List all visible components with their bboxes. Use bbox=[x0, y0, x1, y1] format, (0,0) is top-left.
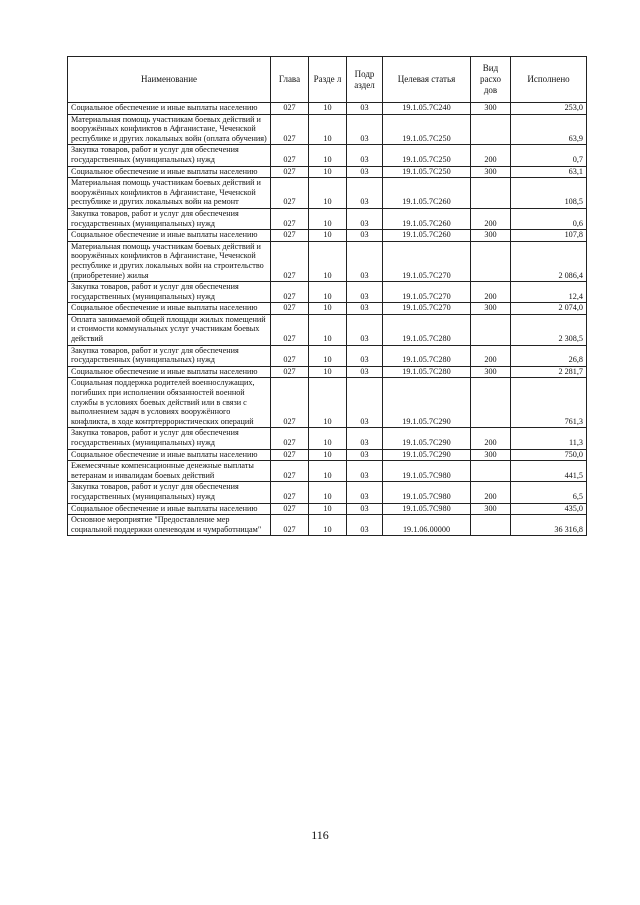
row-subsection: 03 bbox=[347, 103, 383, 115]
row-section: 10 bbox=[309, 145, 347, 166]
row-expense-type bbox=[471, 378, 511, 428]
row-subsection: 03 bbox=[347, 345, 383, 366]
row-executed: 36 316,8 bbox=[511, 515, 587, 536]
row-expense-type: 300 bbox=[471, 230, 511, 242]
row-section: 10 bbox=[309, 166, 347, 178]
row-name: Социальное обеспечение и иные выплаты населению bbox=[68, 366, 271, 378]
budget-table bbox=[67, 56, 587, 536]
row-expense-type bbox=[471, 241, 511, 281]
row-section: 10 bbox=[309, 515, 347, 536]
row-executed: 107,8 bbox=[511, 230, 587, 242]
row-target-article: 19.1.05.7С290 bbox=[383, 378, 471, 428]
row-chapter: 027 bbox=[271, 378, 309, 428]
row-expense-type: 300 bbox=[471, 449, 511, 461]
row-name: Материальная помощь участникам боевых действий и вооружённых конфликтов в Афганистане, Чеченской республике и других локальных войн на строительство (приобретение) жилья bbox=[68, 241, 271, 281]
row-subsection: 03 bbox=[347, 166, 383, 178]
row-chapter: 027 bbox=[271, 428, 309, 449]
row-target-article: 19.1.05.7С260 bbox=[383, 230, 471, 242]
row-section: 10 bbox=[309, 366, 347, 378]
row-target-article: 19.1.05.7С280 bbox=[383, 345, 471, 366]
table-body bbox=[68, 103, 587, 536]
row-target-article: 19.1.05.7С260 bbox=[383, 178, 471, 209]
header-executed: Исполнено bbox=[511, 57, 587, 103]
row-expense-type bbox=[471, 178, 511, 209]
row-name: Оплата занимаемой общей площади жилых помещений и стоимости коммунальных услуг участникам боевых действий bbox=[68, 314, 271, 345]
row-expense-type bbox=[471, 461, 511, 482]
table-row bbox=[68, 303, 587, 315]
table-row bbox=[68, 449, 587, 461]
row-subsection: 03 bbox=[347, 428, 383, 449]
row-name: Закупка товаров, работ и услуг для обеспечения государственных (муниципальных) нужд bbox=[68, 428, 271, 449]
row-name: Основное мероприятие "Предоставление мер социальной поддержки оленеводам и чумработницам" bbox=[68, 515, 271, 536]
row-section: 10 bbox=[309, 461, 347, 482]
row-name: Закупка товаров, работ и услуг для обеспечения государственных (муниципальных) нужд bbox=[68, 282, 271, 303]
table-row bbox=[68, 366, 587, 378]
row-chapter: 027 bbox=[271, 103, 309, 115]
row-subsection: 03 bbox=[347, 482, 383, 503]
row-section: 10 bbox=[309, 208, 347, 229]
row-subsection: 03 bbox=[347, 503, 383, 515]
row-name: Материальная помощь участникам боевых действий и вооружённых конфликтов в Афганистане, Чеченской республике и других локальных войн на ремонт bbox=[68, 178, 271, 209]
row-executed: 11,3 bbox=[511, 428, 587, 449]
header-target-article: Целевая статья bbox=[383, 57, 471, 103]
row-name: Социальное обеспечение и иные выплаты населению bbox=[68, 303, 271, 315]
header-name: Наименование bbox=[68, 57, 271, 103]
row-section: 10 bbox=[309, 314, 347, 345]
row-target-article: 19.1.05.7С270 bbox=[383, 303, 471, 315]
table-row bbox=[68, 230, 587, 242]
header-section: Разде л bbox=[309, 57, 347, 103]
row-executed: 441,5 bbox=[511, 461, 587, 482]
row-subsection: 03 bbox=[347, 208, 383, 229]
row-subsection: 03 bbox=[347, 241, 383, 281]
row-expense-type: 200 bbox=[471, 282, 511, 303]
row-chapter: 027 bbox=[271, 166, 309, 178]
row-executed: 0,6 bbox=[511, 208, 587, 229]
table-row bbox=[68, 345, 587, 366]
row-section: 10 bbox=[309, 230, 347, 242]
row-section: 10 bbox=[309, 178, 347, 209]
row-expense-type bbox=[471, 515, 511, 536]
row-target-article: 19.1.06.00000 bbox=[383, 515, 471, 536]
row-name: Социальное обеспечение и иные выплаты населению bbox=[68, 103, 271, 115]
row-executed: 0,7 bbox=[511, 145, 587, 166]
row-executed: 26,8 bbox=[511, 345, 587, 366]
row-name: Закупка товаров, работ и услуг для обеспечения государственных (муниципальных) нужд bbox=[68, 345, 271, 366]
row-chapter: 027 bbox=[271, 178, 309, 209]
table-row bbox=[68, 428, 587, 449]
row-executed: 750,0 bbox=[511, 449, 587, 461]
row-target-article: 19.1.05.7С280 bbox=[383, 366, 471, 378]
row-subsection: 03 bbox=[347, 366, 383, 378]
table-row bbox=[68, 461, 587, 482]
table-row bbox=[68, 103, 587, 115]
row-section: 10 bbox=[309, 282, 347, 303]
row-expense-type: 300 bbox=[471, 366, 511, 378]
row-expense-type: 200 bbox=[471, 145, 511, 166]
row-section: 10 bbox=[309, 428, 347, 449]
row-target-article: 19.1.05.7С240 bbox=[383, 103, 471, 115]
row-name: Закупка товаров, работ и услуг для обеспечения государственных (муниципальных) нужд bbox=[68, 208, 271, 229]
row-chapter: 027 bbox=[271, 303, 309, 315]
row-expense-type: 300 bbox=[471, 303, 511, 315]
row-name: Материальная помощь участникам боевых действий и вооружённых конфликтов в Афганистане, Чеченской республике и других локальных войн (оплата обучения) bbox=[68, 114, 271, 145]
row-name: Закупка товаров, работ и услуг для обеспечения государственных (муниципальных) нужд bbox=[68, 145, 271, 166]
row-executed: 435,0 bbox=[511, 503, 587, 515]
row-chapter: 027 bbox=[271, 241, 309, 281]
row-target-article: 19.1.05.7С290 bbox=[383, 428, 471, 449]
row-expense-type: 200 bbox=[471, 208, 511, 229]
row-target-article: 19.1.05.7С290 bbox=[383, 449, 471, 461]
row-chapter: 027 bbox=[271, 366, 309, 378]
row-section: 10 bbox=[309, 503, 347, 515]
table-row bbox=[68, 282, 587, 303]
row-target-article: 19.1.05.7С980 bbox=[383, 482, 471, 503]
row-executed: 108,5 bbox=[511, 178, 587, 209]
row-chapter: 027 bbox=[271, 503, 309, 515]
row-subsection: 03 bbox=[347, 515, 383, 536]
row-expense-type bbox=[471, 314, 511, 345]
table-row bbox=[68, 241, 587, 281]
row-subsection: 03 bbox=[347, 230, 383, 242]
row-name: Социальная поддержка родителей военнослужащих, погибших при исполнении обязанностей военной службы в условиях боевых действий или в связи с выполнением задач в условиях вооружённого конфликта, в ходе контртеррористических операций bbox=[68, 378, 271, 428]
row-target-article: 19.1.05.7С270 bbox=[383, 282, 471, 303]
table-row bbox=[68, 515, 587, 536]
row-chapter: 027 bbox=[271, 114, 309, 145]
row-chapter: 027 bbox=[271, 515, 309, 536]
table-row bbox=[68, 114, 587, 145]
row-chapter: 027 bbox=[271, 345, 309, 366]
row-section: 10 bbox=[309, 482, 347, 503]
row-executed: 253,0 bbox=[511, 103, 587, 115]
header-subsection: Подр аздел bbox=[347, 57, 383, 103]
row-executed: 761,3 bbox=[511, 378, 587, 428]
row-chapter: 027 bbox=[271, 208, 309, 229]
table-row bbox=[68, 145, 587, 166]
row-section: 10 bbox=[309, 378, 347, 428]
row-name: Социальное обеспечение и иные выплаты населению bbox=[68, 449, 271, 461]
row-executed: 63,1 bbox=[511, 166, 587, 178]
table-row bbox=[68, 208, 587, 229]
row-target-article: 19.1.05.7С260 bbox=[383, 208, 471, 229]
table-header bbox=[68, 57, 587, 103]
row-expense-type: 300 bbox=[471, 166, 511, 178]
row-section: 10 bbox=[309, 241, 347, 281]
row-expense-type: 200 bbox=[471, 345, 511, 366]
row-target-article: 19.1.05.7С980 bbox=[383, 461, 471, 482]
row-subsection: 03 bbox=[347, 461, 383, 482]
row-executed: 12,4 bbox=[511, 282, 587, 303]
table-row bbox=[68, 178, 587, 209]
row-subsection: 03 bbox=[347, 303, 383, 315]
row-subsection: 03 bbox=[347, 314, 383, 345]
row-executed: 2 086,4 bbox=[511, 241, 587, 281]
header-chapter: Глава bbox=[271, 57, 309, 103]
row-section: 10 bbox=[309, 114, 347, 145]
row-name: Социальное обеспечение и иные выплаты населению bbox=[68, 166, 271, 178]
row-section: 10 bbox=[309, 449, 347, 461]
table-row bbox=[68, 503, 587, 515]
row-subsection: 03 bbox=[347, 178, 383, 209]
row-subsection: 03 bbox=[347, 145, 383, 166]
table-row bbox=[68, 378, 587, 428]
row-chapter: 027 bbox=[271, 482, 309, 503]
row-chapter: 027 bbox=[271, 230, 309, 242]
row-expense-type: 300 bbox=[471, 503, 511, 515]
row-subsection: 03 bbox=[347, 378, 383, 428]
row-section: 10 bbox=[309, 303, 347, 315]
row-name: Ежемесячные компенсационные денежные выплаты ветеранам и инвалидам боевых действий bbox=[68, 461, 271, 482]
table-row bbox=[68, 314, 587, 345]
row-chapter: 027 bbox=[271, 314, 309, 345]
row-executed: 6,5 bbox=[511, 482, 587, 503]
row-target-article: 19.1.05.7С270 bbox=[383, 241, 471, 281]
header-row bbox=[68, 57, 587, 103]
row-name: Закупка товаров, работ и услуг для обеспечения государственных (муниципальных) нужд bbox=[68, 482, 271, 503]
table-row bbox=[68, 166, 587, 178]
row-section: 10 bbox=[309, 345, 347, 366]
row-expense-type bbox=[471, 114, 511, 145]
table-row bbox=[68, 482, 587, 503]
row-expense-type: 300 bbox=[471, 103, 511, 115]
row-target-article: 19.1.05.7С280 bbox=[383, 314, 471, 345]
row-target-article: 19.1.05.7С250 bbox=[383, 145, 471, 166]
row-executed: 2 074,0 bbox=[511, 303, 587, 315]
row-chapter: 027 bbox=[271, 461, 309, 482]
row-expense-type: 200 bbox=[471, 482, 511, 503]
row-executed: 2 308,5 bbox=[511, 314, 587, 345]
row-target-article: 19.1.05.7С250 bbox=[383, 166, 471, 178]
row-subsection: 03 bbox=[347, 282, 383, 303]
row-target-article: 19.1.05.7С980 bbox=[383, 503, 471, 515]
row-subsection: 03 bbox=[347, 449, 383, 461]
row-chapter: 027 bbox=[271, 145, 309, 166]
page-number: 116 bbox=[311, 828, 329, 842]
row-name: Социальное обеспечение и иные выплаты населению bbox=[68, 503, 271, 515]
row-subsection: 03 bbox=[347, 114, 383, 145]
header-expense-type: Вид расхо дов bbox=[471, 57, 511, 103]
row-target-article: 19.1.05.7С250 bbox=[383, 114, 471, 145]
row-expense-type: 200 bbox=[471, 428, 511, 449]
row-chapter: 027 bbox=[271, 449, 309, 461]
row-name: Социальное обеспечение и иные выплаты населению bbox=[68, 230, 271, 242]
row-section: 10 bbox=[309, 103, 347, 115]
row-chapter: 027 bbox=[271, 282, 309, 303]
row-executed: 63,9 bbox=[511, 114, 587, 145]
row-executed: 2 281,7 bbox=[511, 366, 587, 378]
